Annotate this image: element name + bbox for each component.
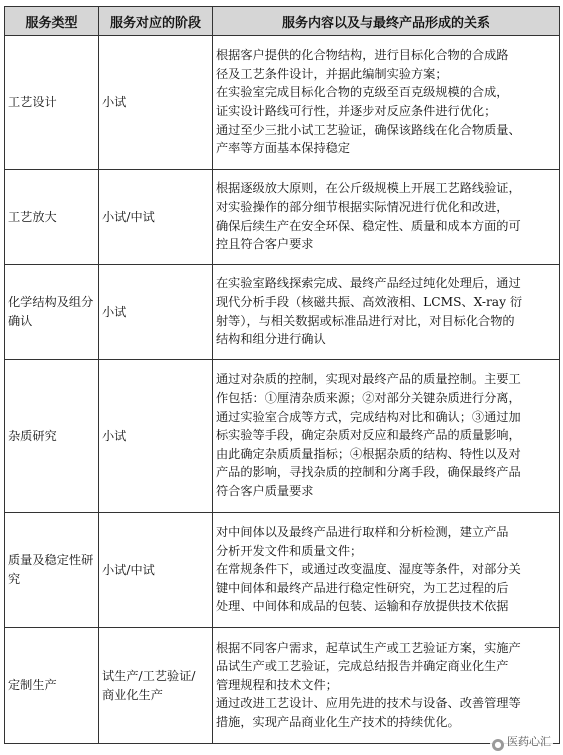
watermark-text: 医药心汇 xyxy=(507,735,551,748)
content-line: 通过实验室合成等方式，完成结构对比和确认；③通过加 xyxy=(216,409,521,424)
content-line: 射等），与相关数据或标准品进行对比，对目标化合物的 xyxy=(216,313,515,328)
watermark xyxy=(490,733,553,751)
table-row xyxy=(5,628,560,744)
table-row xyxy=(5,36,560,170)
content-line: 产品的影响，寻找杂质的控制和分离手段，确保最终产品 xyxy=(216,465,521,480)
stage-line: 小试 xyxy=(102,428,127,443)
cell-service-content xyxy=(213,170,560,265)
stage-line: 小试 xyxy=(102,304,127,319)
cell-service-type: 质量及稳定性研究 xyxy=(5,513,99,628)
content-line: 通过至少三批小试工艺验证，确保该路线在化合物质量、 xyxy=(216,122,521,137)
content-line: 标实验等手段，确定杂质对反应和最终产品的质量影响， xyxy=(216,428,521,443)
content-line: 措施，实现产品商业化生产技术的持续优化。 xyxy=(216,714,460,729)
cell-service-stage xyxy=(99,170,213,265)
content-line: 作包括：①厘清杂质来源；②对部分关键杂质进行分离， xyxy=(216,391,521,406)
cell-service-stage xyxy=(99,36,213,170)
content-line: 根据逐级放大原则，在公斤级规模上开展工艺路线验证， xyxy=(216,181,521,196)
cell-service-type: 工艺放大 xyxy=(5,170,99,265)
content-line: 通过改进工艺设计、应用先进的技术与设备、改善管理等 xyxy=(216,696,521,711)
cell-service-content xyxy=(213,360,560,513)
content-line: 控且符合客户要求 xyxy=(216,237,314,252)
cell-service-stage xyxy=(99,360,213,513)
stage-line: 小试/中试 xyxy=(102,209,155,224)
table-header-row xyxy=(5,7,560,36)
header-service-content: 服务内容以及与最终产品形成的关系 xyxy=(213,7,560,36)
wechat-icon: ● xyxy=(492,739,504,751)
cell-service-stage xyxy=(99,628,213,744)
table-row xyxy=(5,170,560,265)
content-line: 根据客户提供的化合物结构，进行目标化合物的合成路 xyxy=(216,48,509,63)
cell-service-content xyxy=(213,628,560,744)
content-line: 确保后续生产在安全环保、稳定性、质量和成本方面的可 xyxy=(216,218,521,233)
content-line: 对实验操作的部分细节根据实际情况进行优化和改进， xyxy=(216,199,509,214)
content-line: 对中间体以及最终产品进行取样和分析检测，建立产品 xyxy=(216,525,509,540)
content-line: 处理、中间体和成品的包装、运输和存放提供技术依据 xyxy=(216,599,509,614)
content-line: 管理规程和技术文件； xyxy=(216,677,338,692)
cell-service-type: 杂质研究 xyxy=(5,360,99,513)
cell-service-type: 化学结构及组分确认 xyxy=(5,265,99,360)
stage-line: 试生产/工艺验证/ xyxy=(102,668,196,683)
content-line: 在实验室路线探索完成、最终产品经过纯化处理后，通过 xyxy=(216,276,521,291)
cell-service-stage xyxy=(99,265,213,360)
stage-line: 商业化生产 xyxy=(102,687,163,702)
content-line: 结构和组分进行确认 xyxy=(216,332,326,347)
content-line: 通过对杂质的控制，实现对最终产品的质量控制。主要工 xyxy=(216,372,521,387)
content-line: 径及工艺条件设计，并据此编制实验方案； xyxy=(216,66,448,81)
table-row xyxy=(5,265,560,360)
table-row xyxy=(5,360,560,513)
cell-service-type: 工艺设计 xyxy=(5,36,99,170)
header-service-type: 服务类型 xyxy=(5,7,99,36)
content-line: 符合客户质量要求 xyxy=(216,483,314,498)
content-line: 分析开发文件和质量文件； xyxy=(216,543,363,558)
content-line: 证实设计路线可行性，并逐步对反应条件进行优化； xyxy=(216,104,497,118)
cell-service-content xyxy=(213,513,560,628)
cell-service-stage xyxy=(99,513,213,628)
content-line: 键中间体和最终产品进行稳定性研究，为工艺过程的后 xyxy=(216,580,509,595)
content-line: 在常规条件下，或通过改变温度、湿度等条件，对部分关 xyxy=(216,562,521,577)
content-line: 产率等方面基本保持稳定 xyxy=(216,141,351,156)
content-line: 由此确定杂质质量指标；④根据杂质的结构、特性以及对 xyxy=(216,446,521,461)
stage-line: 小试 xyxy=(102,95,127,110)
table-row xyxy=(5,513,560,628)
content-line: 根据不同客户需求，起草试生产或工艺验证方案，实施产 xyxy=(216,640,521,655)
content-line: 在实验室完成目标化合物的克级至百克级规模的合成， xyxy=(216,85,509,100)
header-service-stage: 服务对应的阶段 xyxy=(99,7,213,36)
stage-line: 小试/中试 xyxy=(102,562,155,577)
content-line: 现代分析手段（核磁共振、高效液相、LCMS、X-ray 衍 xyxy=(216,294,523,309)
cell-service-content xyxy=(213,265,560,360)
content-line: 品试生产或工艺验证，完成总结报告并确定商业化生产 xyxy=(216,659,509,674)
cell-service-content xyxy=(213,36,560,170)
service-table xyxy=(4,6,560,744)
cell-service-type: 定制生产 xyxy=(5,628,99,744)
